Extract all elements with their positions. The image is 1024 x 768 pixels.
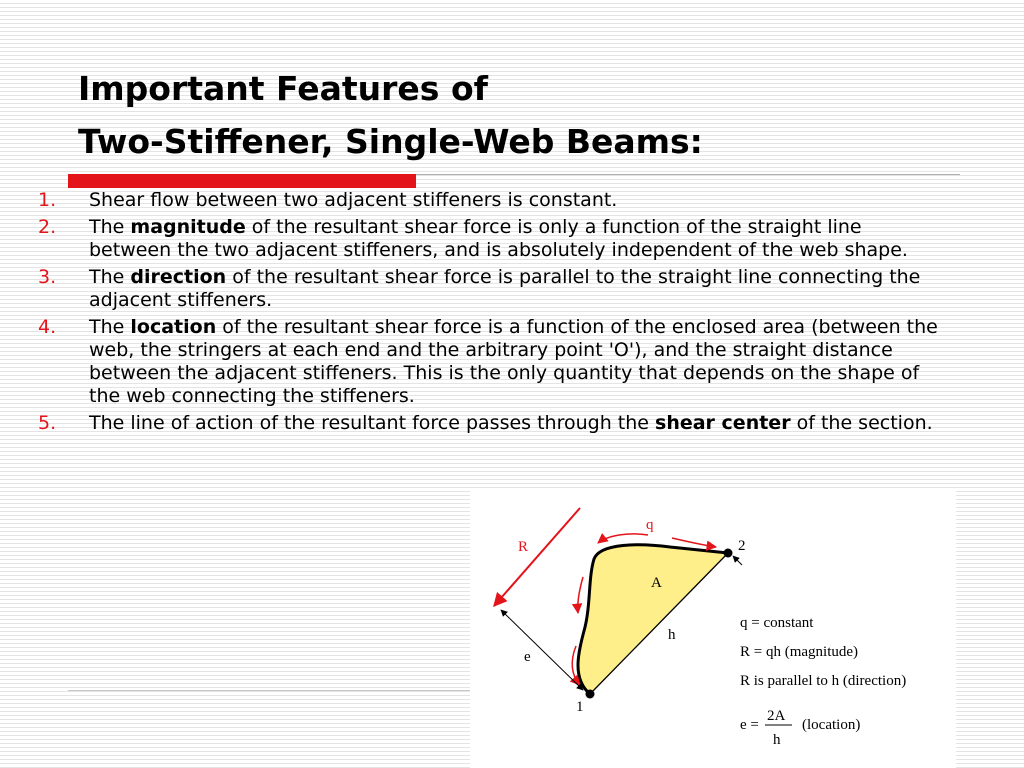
equation-q: q = constant bbox=[740, 615, 814, 631]
feature-item-number: 4. bbox=[38, 316, 57, 338]
title-line-1: Important Features of bbox=[78, 69, 488, 108]
h-end-arrow bbox=[733, 556, 742, 565]
feature-item bbox=[0, 316, 940, 408]
feature-list bbox=[0, 189, 940, 439]
stiffener-point-1 bbox=[586, 690, 595, 699]
equation-direction: R is parallel to h (direction) bbox=[740, 673, 907, 689]
feature-item-text: The bbox=[89, 316, 131, 338]
feature-item-emphasis: location bbox=[130, 316, 217, 338]
feature-item bbox=[0, 266, 940, 312]
feature-item-emphasis: magnitude bbox=[130, 216, 246, 238]
feature-item bbox=[0, 412, 940, 435]
label-h: h bbox=[668, 627, 676, 643]
enclosed-area-A bbox=[578, 545, 728, 694]
shear-flow-diagram bbox=[470, 491, 956, 768]
feature-item-text: The bbox=[89, 216, 131, 238]
feature-item-text: The line of action of the resultant force passes through the bbox=[89, 412, 656, 434]
stiffener-point-2 bbox=[724, 549, 733, 558]
title-line-2: Two-Stiffener, Single-Web Beams: bbox=[78, 122, 703, 161]
feature-item-text: of the section. bbox=[790, 412, 933, 434]
title-accent-bar bbox=[68, 174, 416, 188]
label-R: R bbox=[518, 539, 529, 555]
feature-item-number: 1. bbox=[38, 189, 57, 211]
equation-e-numerator: 2A bbox=[767, 708, 786, 724]
feature-item-number: 2. bbox=[38, 216, 57, 238]
feature-item-emphasis: shear center bbox=[655, 412, 791, 434]
label-point-2: 2 bbox=[738, 538, 746, 554]
feature-item bbox=[0, 189, 940, 212]
shear-flow-figure bbox=[470, 491, 956, 768]
feature-item-text: of the resultant shear force is only a function of the straight line between the two adjacent stiffeners, and is absolutely independent of the web shape. bbox=[89, 216, 908, 261]
footer-divider bbox=[68, 690, 470, 691]
shear-flow-arrow-left bbox=[578, 577, 583, 613]
feature-item bbox=[0, 216, 940, 262]
equation-e-denominator: h bbox=[773, 732, 781, 748]
shear-flow-arrow-top bbox=[598, 534, 648, 543]
feature-item-text: of the resultant shear force is a function of the enclosed area (between the web, the stringers at each end and the arbitrary point 'O'), and the straight distance between the adjacent stiffeners. This is the only quantity that depends on the shape of the web connecting the stiffeners. bbox=[89, 316, 938, 407]
label-point-1: 1 bbox=[576, 699, 584, 715]
label-A: A bbox=[651, 575, 662, 591]
resultant-arrow-R bbox=[494, 508, 580, 606]
feature-item-emphasis: direction bbox=[130, 266, 227, 288]
feature-item-text: The bbox=[89, 266, 131, 288]
slide-title bbox=[78, 62, 703, 168]
feature-item-number: 5. bbox=[38, 412, 57, 434]
feature-item-text: of the resultant shear force is parallel to the straight line connecting the adjacent stiffeners. bbox=[89, 266, 921, 311]
label-q: q bbox=[646, 517, 654, 533]
dimension-arrow-e bbox=[501, 610, 583, 690]
equation-e-suffix: (location) bbox=[802, 717, 861, 733]
equation-R: R = qh (magnitude) bbox=[740, 644, 859, 660]
feature-item-number: 3. bbox=[38, 266, 57, 288]
shear-flow-arrow-right bbox=[672, 538, 716, 547]
title-divider bbox=[416, 174, 960, 175]
label-e: e bbox=[524, 649, 531, 665]
equation-e-prefix: e = bbox=[740, 717, 759, 733]
feature-item-text: Shear flow between two adjacent stiffeners is constant. bbox=[89, 189, 618, 211]
